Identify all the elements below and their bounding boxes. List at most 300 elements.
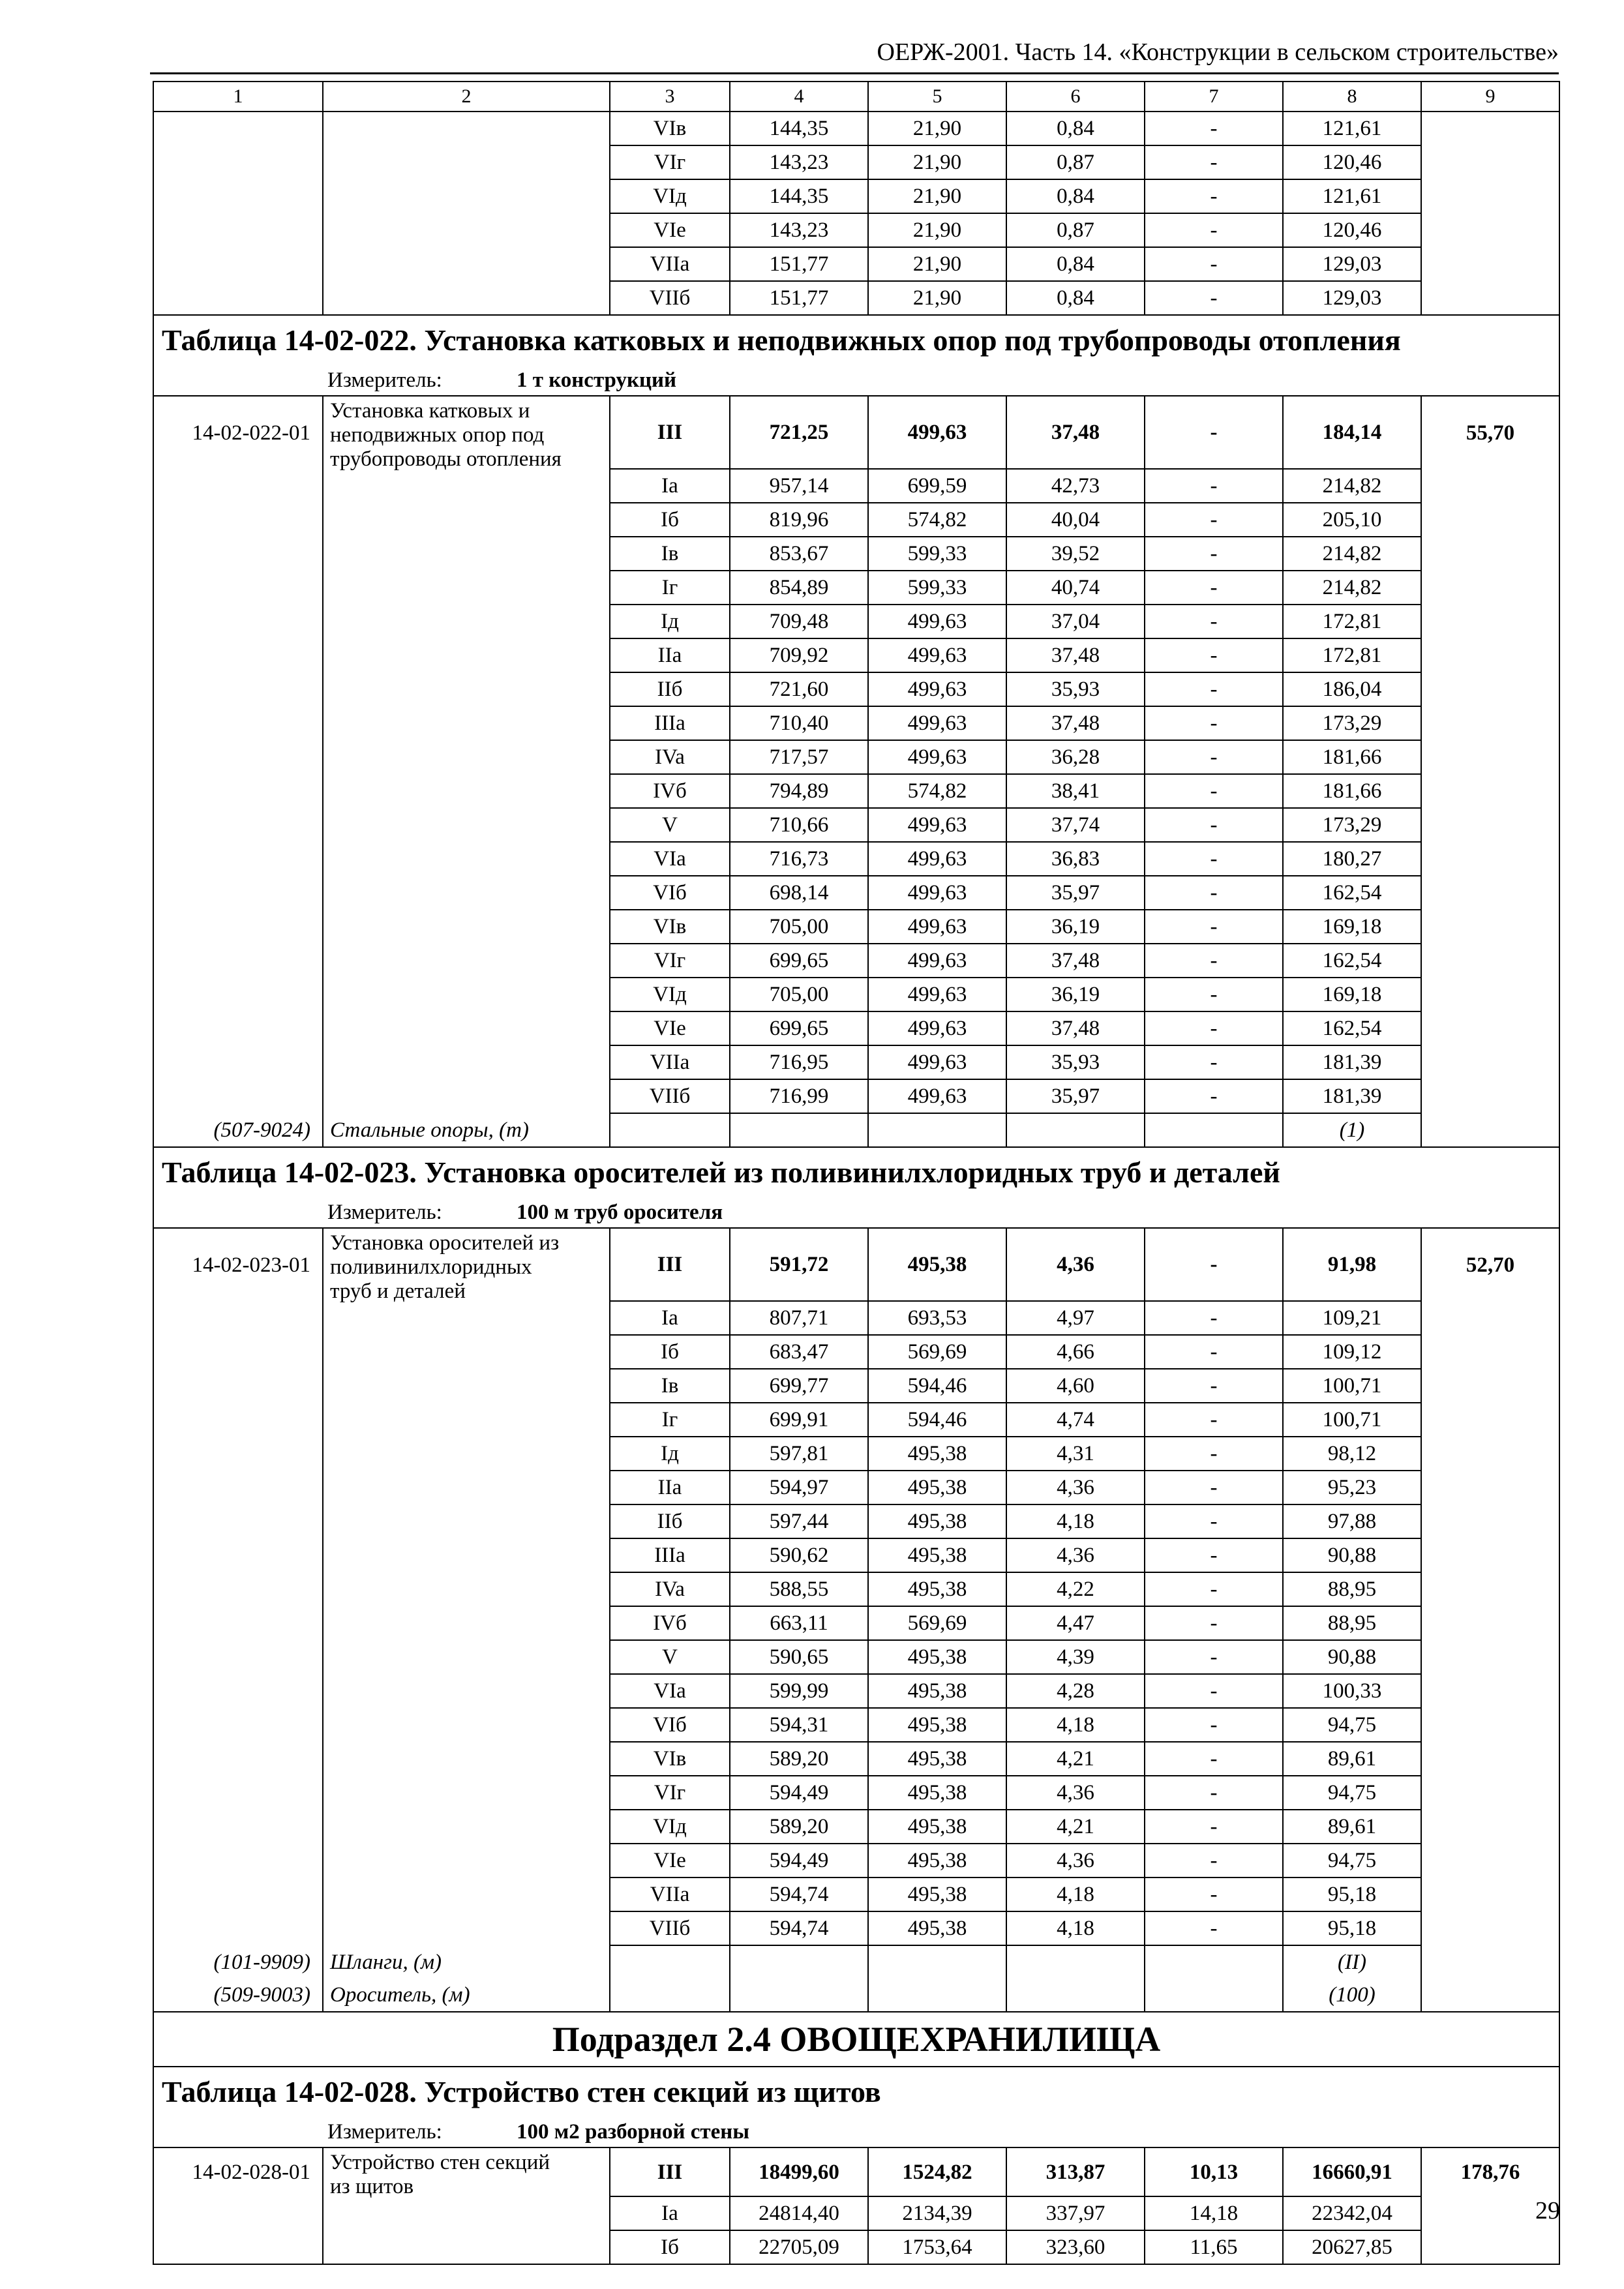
zone-cell: V [610,808,730,842]
norm-description-cell [323,1228,610,1301]
code-cell-empty [153,1844,323,1878]
value-cell: 35,97 [1006,876,1145,910]
table-row [153,1335,1559,1369]
norm-description-cell [323,2147,610,2196]
description-cell-empty [323,247,610,281]
value-cell: 4,28 [1006,1674,1145,1708]
labor-cell-empty [1421,281,1559,315]
zone-cell: VIг [610,145,730,179]
value-cell: 4,36 [1006,1776,1145,1810]
value-cell: 184,14 [1283,396,1421,469]
value-cell: - [1145,396,1283,469]
zone-cell: III [610,1228,730,1301]
description-cell-empty [323,808,610,842]
resource-quantity: (1) [1283,1113,1421,1147]
value-cell: 499,63 [868,706,1006,740]
value-cell: 499,63 [868,605,1006,638]
value-cell: - [1145,978,1283,1011]
code-cell-empty [153,145,323,179]
labor-cell-empty [1421,1369,1559,1403]
code-cell-empty [153,1079,323,1113]
value-cell: - [1145,1335,1283,1369]
value-cell: 4,21 [1006,1742,1145,1776]
description-cell-empty [323,638,610,672]
labor-cell-empty [1421,1911,1559,1945]
value-cell: 95,18 [1283,1878,1421,1911]
value-cell: 957,14 [730,469,868,503]
code-cell-empty [153,910,323,944]
table-title-row [153,315,1559,365]
value-cell: 2134,39 [868,2196,1006,2230]
value-cell: 4,66 [1006,1335,1145,1369]
value-cell: 22342,04 [1283,2196,1421,2230]
labor-cost-text: 52,70 [1466,1253,1515,1277]
description-cell-empty [323,1437,610,1471]
value-cell: 499,63 [868,910,1006,944]
resource-code: (509-9003) [153,1979,323,2012]
value-cell: 40,74 [1006,571,1145,605]
table-row [153,1471,1559,1504]
description-cell-empty [323,1335,610,1369]
code-cell-empty [153,1011,323,1045]
value-cell: - [1145,1437,1283,1471]
description-cell-empty [323,1538,610,1572]
description-cell-empty [323,605,610,638]
value-cell: 94,75 [1283,1708,1421,1742]
zone-cell: V [610,1640,730,1674]
table-row [153,1674,1559,1708]
value-cell: 144,35 [730,112,868,145]
labor-cell-empty [1421,1979,1559,2012]
value-cell: 499,63 [868,808,1006,842]
value-cell: 495,38 [868,1810,1006,1844]
table-row [153,1844,1559,1878]
value-cell: 37,48 [1006,706,1145,740]
value-cell: - [1145,469,1283,503]
table-row [153,1011,1559,1045]
value-cell: 4,74 [1006,1403,1145,1437]
value-cell: 495,38 [868,1572,1006,1606]
resource-quantity: (100) [1283,1979,1421,2012]
labor-cell-empty [1421,537,1559,571]
value-cell: 594,74 [730,1878,868,1911]
value-cell: 0,87 [1006,145,1145,179]
value-cell: - [1145,247,1283,281]
code-cell-empty [153,1045,323,1079]
code-cell-empty [153,638,323,672]
labor-cell-empty [1421,1504,1559,1538]
labor-cell-empty [1421,2230,1559,2264]
value-cell: 594,74 [730,1911,868,1945]
labor-cell-empty [1421,876,1559,910]
table-row [153,1878,1559,1911]
value-cell: 21,90 [868,179,1006,213]
description-cell-empty [323,1708,610,1742]
labor-cell-empty [1421,638,1559,672]
value-cell: 499,63 [868,1045,1006,1079]
table-row [153,2230,1559,2264]
description-cell-empty [323,978,610,1011]
value-cell: 499,63 [868,1079,1006,1113]
table-row [153,179,1559,213]
code-cell-empty [153,2230,323,2264]
resource-blank [1145,1979,1283,2012]
value-cell: 100,71 [1283,1369,1421,1403]
table-row [153,396,1559,469]
value-cell: 709,48 [730,605,868,638]
resource-code: (507-9024) [153,1113,323,1147]
labor-cell-empty [1421,706,1559,740]
code-cell-empty [153,1878,323,1911]
table-row [153,281,1559,315]
code-cell-empty [153,469,323,503]
value-cell: 180,27 [1283,842,1421,876]
code-cell-empty [153,247,323,281]
code-cell-empty [153,1911,323,1945]
table-row [153,1810,1559,1844]
labor-cell-empty [1421,1844,1559,1878]
value-cell: - [1145,706,1283,740]
description-cell-empty [323,2196,610,2230]
value-cell: 4,31 [1006,1437,1145,1471]
table-row [153,1369,1559,1403]
table-row [153,978,1559,1011]
value-cell: 4,22 [1006,1572,1145,1606]
value-cell: 716,95 [730,1045,868,1079]
value-cell: 120,46 [1283,213,1421,247]
labor-cost [1421,396,1559,469]
value-cell: 683,47 [730,1335,868,1369]
description-cell-empty [323,910,610,944]
value-cell: - [1145,1011,1283,1045]
zone-cell: IVб [610,1606,730,1640]
value-cell: 495,38 [868,1640,1006,1674]
norm-code [153,396,323,469]
zone-cell: III [610,2147,730,2196]
resource-blank [610,1113,730,1147]
value-cell: 4,18 [1006,1708,1145,1742]
value-cell: 35,93 [1006,1045,1145,1079]
code-cell-empty [153,503,323,537]
value-cell: - [1145,1742,1283,1776]
zone-cell: Iв [610,1369,730,1403]
code-cell-empty [153,1742,323,1776]
value-cell: 495,38 [868,1504,1006,1538]
value-cell: - [1145,842,1283,876]
labor-cell-empty [1421,145,1559,179]
value-cell: 169,18 [1283,910,1421,944]
code-cell-empty [153,740,323,774]
labor-cell-empty [1421,571,1559,605]
value-cell: 36,19 [1006,978,1145,1011]
labor-cell-empty [1421,213,1559,247]
table-row [153,876,1559,910]
value-cell: 716,99 [730,1079,868,1113]
zone-cell: IIIa [610,1538,730,1572]
value-cell: 854,89 [730,571,868,605]
value-cell: 794,89 [730,774,868,808]
value-cell: 709,92 [730,638,868,672]
zone-cell: VIв [610,910,730,944]
labor-cell-empty [1421,1403,1559,1437]
table-title: Таблица 14-02-023. Установка оросителей из поливинилхлоридных труб и деталей [153,1147,1559,1197]
labor-cell-empty [1421,842,1559,876]
value-cell: 121,61 [1283,179,1421,213]
value-cell: - [1145,1810,1283,1844]
labor-cell-empty [1421,1742,1559,1776]
labor-cost [1421,2147,1559,2196]
column-number-row [153,82,1559,112]
value-cell: 21,90 [868,112,1006,145]
norm-code-text: 14-02-022-01 [192,421,310,445]
zone-cell: VIб [610,876,730,910]
resource-blank [1006,1113,1145,1147]
description-cell-empty [323,706,610,740]
value-cell: 21,90 [868,247,1006,281]
code-cell-empty [153,1335,323,1369]
value-cell: 4,60 [1006,1369,1145,1403]
value-cell: 10,13 [1145,2147,1283,2196]
value-cell: 181,66 [1283,740,1421,774]
value-cell: 4,18 [1006,1878,1145,1911]
zone-cell: VIa [610,842,730,876]
zone-cell: VIe [610,213,730,247]
labor-cell-empty [1421,1471,1559,1504]
value-cell: 22705,09 [730,2230,868,2264]
value-cell: 495,38 [868,1776,1006,1810]
labor-cell-empty [1421,605,1559,638]
zone-cell: VIIa [610,1878,730,1911]
value-cell: 499,63 [868,978,1006,1011]
description-cell-empty [323,1776,610,1810]
value-cell: 24814,40 [730,2196,868,2230]
table-row [153,1640,1559,1674]
value-cell: 599,99 [730,1674,868,1708]
labor-cell-empty [1421,1572,1559,1606]
description-cell-empty [323,1011,610,1045]
zone-cell: IVб [610,774,730,808]
resource-row [153,1979,1559,2012]
value-cell: - [1145,638,1283,672]
value-cell: 499,63 [868,944,1006,978]
value-cell: - [1145,774,1283,808]
value-cell: 594,46 [868,1369,1006,1403]
value-cell: - [1145,1911,1283,1945]
zone-cell: VIIб [610,1911,730,1945]
value-cell: 495,38 [868,1878,1006,1911]
value-cell: 143,23 [730,145,868,179]
value-cell: 36,19 [1006,910,1145,944]
value-cell: 129,03 [1283,247,1421,281]
description-cell-empty [323,944,610,978]
table-row [153,2196,1559,2230]
code-cell-empty [153,1640,323,1674]
measure-label: Измеритель: [327,1200,442,1224]
table-row [153,1045,1559,1079]
code-cell-empty [153,537,323,571]
zone-cell: VIIб [610,1079,730,1113]
value-cell: 0,84 [1006,112,1145,145]
norm-code-text: 14-02-028-01 [192,2161,310,2184]
value-cell: 100,33 [1283,1674,1421,1708]
value-cell: 0,84 [1006,179,1145,213]
value-cell: 599,33 [868,537,1006,571]
description-cell-empty [323,1640,610,1674]
code-cell-empty [153,944,323,978]
value-cell: 693,53 [868,1301,1006,1335]
zone-cell: IIб [610,1504,730,1538]
value-cell: - [1145,740,1283,774]
column-number: 7 [1145,82,1283,112]
description-cell-empty [323,774,610,808]
table-row [153,1606,1559,1640]
code-cell-empty [153,281,323,315]
labor-cell-empty [1421,1113,1559,1147]
norm-description: Установка оросителей из поливинилхлоридных труб и деталей [330,1231,560,1303]
resource-name: Ороситель, (м) [323,1979,610,2012]
value-cell: - [1145,1776,1283,1810]
value-cell: 38,41 [1006,774,1145,808]
value-cell: 14,18 [1145,2196,1283,2230]
resource-blank [1145,1113,1283,1147]
value-cell: 716,73 [730,842,868,876]
value-cell: 151,77 [730,281,868,315]
description-cell-empty [323,1301,610,1335]
description-cell-empty [323,1045,610,1079]
value-cell: 589,20 [730,1742,868,1776]
labor-cell-empty [1421,1335,1559,1369]
column-number: 1 [153,82,323,112]
resource-blank [730,1979,868,2012]
labor-cost [1421,1228,1559,1301]
measure-cell [153,2116,1559,2147]
description-cell-empty [323,1674,610,1708]
value-cell: 89,61 [1283,1810,1421,1844]
value-cell: 205,10 [1283,503,1421,537]
description-cell-empty [323,469,610,503]
value-cell: 499,63 [868,842,1006,876]
table-row [153,469,1559,503]
value-cell: 574,82 [868,503,1006,537]
value-cell: 162,54 [1283,1011,1421,1045]
value-cell: 699,77 [730,1369,868,1403]
value-cell: - [1145,571,1283,605]
zone-cell: Ia [610,2196,730,2230]
zone-cell: Ia [610,469,730,503]
labor-cell-empty [1421,1776,1559,1810]
value-cell: 705,00 [730,978,868,1011]
zone-cell: Iг [610,1403,730,1437]
value-cell: 313,87 [1006,2147,1145,2196]
value-cell: 214,82 [1283,571,1421,605]
code-cell-empty [153,1369,323,1403]
resource-row [153,1113,1559,1147]
value-cell: 90,88 [1283,1538,1421,1572]
code-cell-empty [153,672,323,706]
zone-cell: VIб [610,1708,730,1742]
value-cell: 91,98 [1283,1228,1421,1301]
resource-row [153,1945,1559,1979]
description-cell-empty [323,571,610,605]
value-cell: 36,28 [1006,740,1145,774]
value-cell: 495,38 [868,1708,1006,1742]
resource-blank [1006,1979,1145,2012]
table-row [153,706,1559,740]
value-cell: 4,36 [1006,1538,1145,1572]
value-cell: - [1145,605,1283,638]
value-cell: 88,95 [1283,1606,1421,1640]
labor-cost-text: 178,76 [1460,2161,1520,2184]
value-cell: - [1145,944,1283,978]
value-cell: - [1145,1301,1283,1335]
table-row [153,2147,1559,2196]
code-cell-empty [153,1606,323,1640]
value-cell: 710,40 [730,706,868,740]
description-cell-empty [323,1606,610,1640]
value-cell: 721,60 [730,672,868,706]
value-cell: - [1145,537,1283,571]
value-cell: 40,04 [1006,503,1145,537]
table-row [153,842,1559,876]
value-cell: 495,38 [868,1471,1006,1504]
value-cell: 42,73 [1006,469,1145,503]
value-cell: - [1145,910,1283,944]
value-cell: 120,46 [1283,145,1421,179]
description-cell-empty [323,842,610,876]
value-cell: 495,38 [868,1674,1006,1708]
table-row [153,503,1559,537]
labor-cell-empty [1421,910,1559,944]
zone-cell: VIд [610,179,730,213]
labor-cell-empty [1421,1301,1559,1335]
table-title-row [153,1147,1559,1197]
value-cell: 594,46 [868,1403,1006,1437]
value-cell: 4,36 [1006,1228,1145,1301]
column-number: 4 [730,82,868,112]
norm-description: Установка катковых и неподвижных опор под трубопроводы отопления [330,399,562,471]
zone-cell: VIe [610,1011,730,1045]
code-cell-empty [153,112,323,145]
zone-cell: IIa [610,1471,730,1504]
value-cell: - [1145,1228,1283,1301]
value-cell: - [1145,1844,1283,1878]
value-cell: - [1145,1403,1283,1437]
zone-cell: VIг [610,944,730,978]
code-cell-empty [153,1504,323,1538]
value-cell: 37,48 [1006,1011,1145,1045]
value-cell: 90,88 [1283,1640,1421,1674]
table-row [153,571,1559,605]
description-cell-empty [323,1079,610,1113]
labor-cell-empty [1421,1708,1559,1742]
description-cell-empty [323,1844,610,1878]
labor-cell-empty [1421,247,1559,281]
value-cell: 181,39 [1283,1079,1421,1113]
value-cell: 589,20 [730,1810,868,1844]
labor-cell-empty [1421,1640,1559,1674]
value-cell: - [1145,1079,1283,1113]
value-cell: 4,47 [1006,1606,1145,1640]
code-cell-empty [153,1674,323,1708]
value-cell: 597,81 [730,1437,868,1471]
subsection-title: Подраздел 2.4 ОВОЩЕХРАНИЛИЩА [153,2012,1559,2067]
description-cell-empty [323,1369,610,1403]
table-row [153,638,1559,672]
value-cell: 499,63 [868,396,1006,469]
measure-label: Измеритель: [327,2119,442,2144]
value-cell: 4,36 [1006,1844,1145,1878]
value-cell: 173,29 [1283,808,1421,842]
